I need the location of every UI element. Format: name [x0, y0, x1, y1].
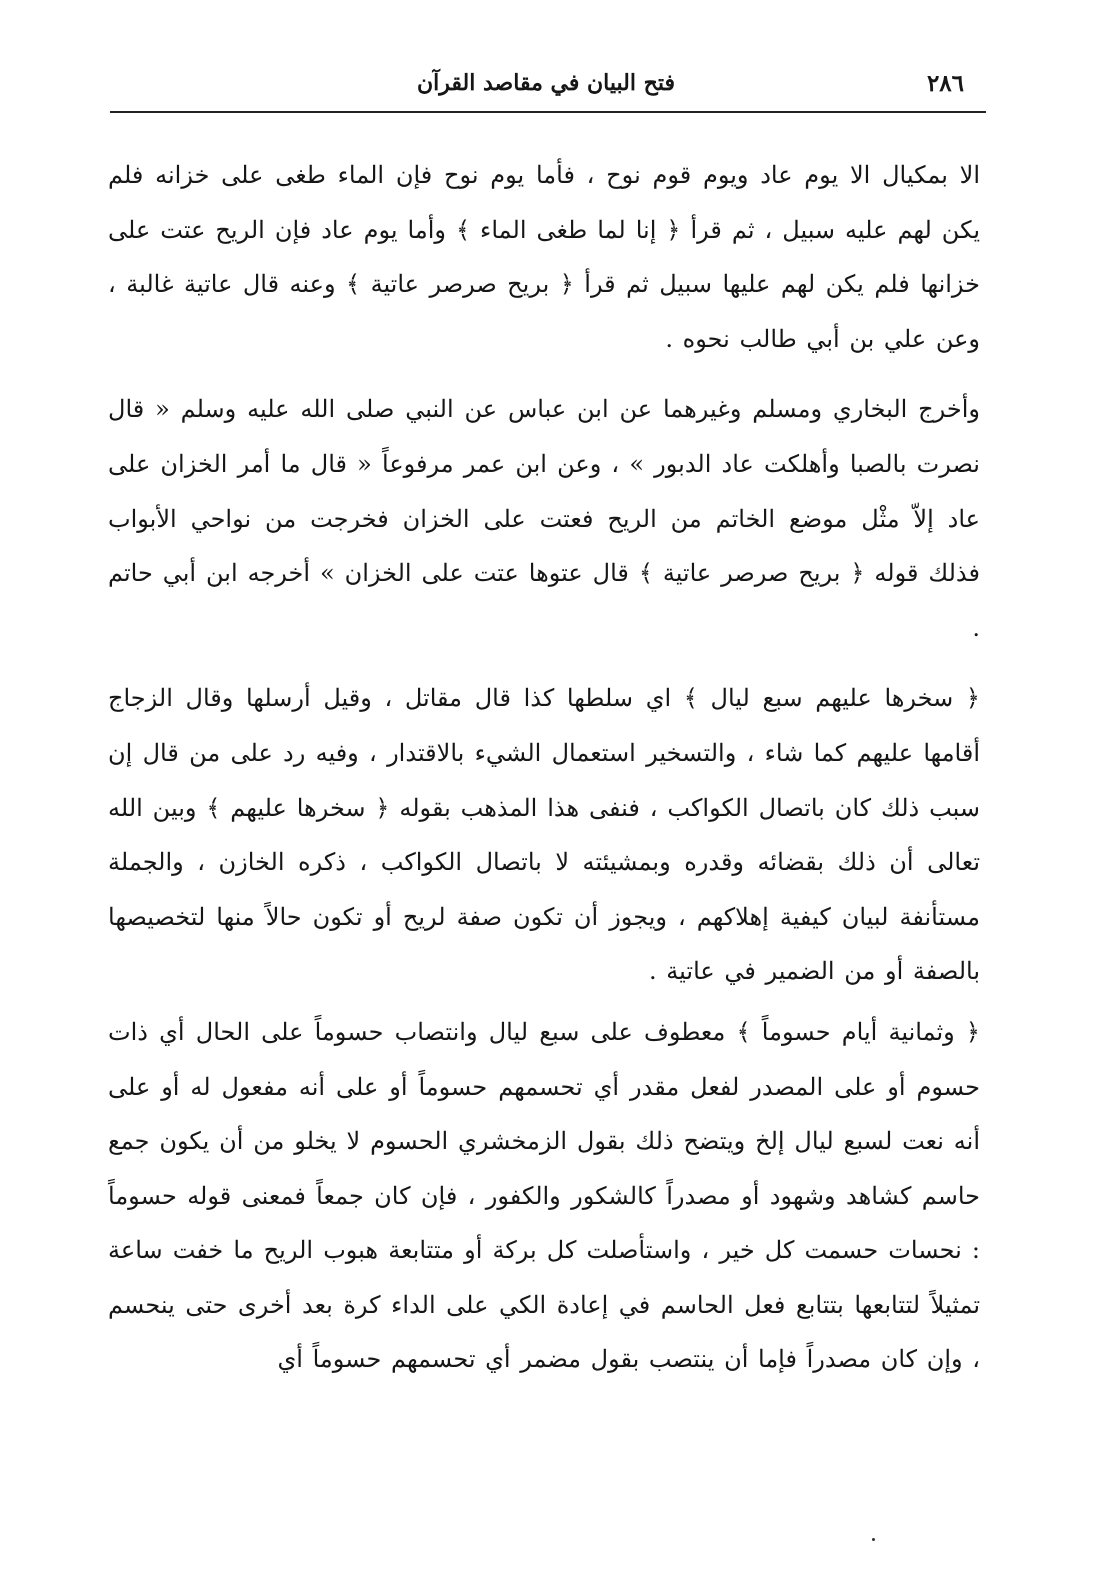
page-body [108, 148, 980, 1387]
running-title: فتح البيان في مقاصد القرآن [417, 70, 675, 96]
page-header [110, 64, 982, 104]
scan-speck [872, 1538, 875, 1541]
paragraph-4: ﴿ وثمانية أيام حسوماً ﴾ معطوف على سبع ليال وانتصاب حسوماً على الحال أي ذات حسوم أو على المصدر لفعل مقدر أي تحسمهم حسوماً أو على أنه مفعول له أو على أنه نعت لسبع ليال إلخ ويتضح ذلك بقول الزمخشري الحسوم لا يخلو من أن يكون جمع حاسم كشاهد وشهود أو مصدراً كالشكور والكفور ، فإن كان جمعاً فمعنى قوله حسوماً : نحسات حسمت كل خير ، واستأصلت كل بركة أو متتابعة هبوب الريح ما خفت ساعة تمثيلاً لتتابعها بتتابع فعل الحاسم في إعادة الكي على الداء كرة بعد أخرى حتى ينحسم ، وإن كان مصدراً فإما أن ينتصب بقول مضمر أي تحسمهم حسوماً أي [108, 1017, 981, 1374]
page-number: ٢٨٦ [926, 70, 964, 97]
header-divider [110, 111, 986, 113]
paragraph-1: الا بمكيال الا يوم عاد ويوم قوم نوح ، فأما يوم نوح فإن الماء طغى على خزانه فلم يكن لهم عليه سبيل ، ثم قرأ ﴿ إنا لما طغى الماء ﴾ وأما يوم عاد فإن الريح عتت على خزانها فلم يكن لهم عليها سبيل ثم قرأ ﴿ بريح صرصر عاتية ﴾ وعنه قال عاتية غالبة ، وعن علي بن أبي طالب نحوه . [108, 161, 980, 353]
paragraph-3: ﴿ سخرها عليهم سبع ليال ﴾ اي سلطها كذا قال مقاتل ، وقيل أرسلها وقال الزجاج أقامها عليهم كما شاء ، والتسخير استعمال الشيء بالاقتدار ، وفيه رد على من قال إن سبب ذلك كان باتصال الكواكب ، فنفى هذا المذهب بقوله ﴿ سخرها عليهم ﴾ وبين الله تعالى أن ذلك بقضائه وقدره وبمشيئته لا باتصال الكواكب ، ذكره الخازن ، والجملة مستأنفة لبيان كيفية إهلاكهم ، ويجوز أن تكون صفة لريح أو تكون حالاً منها لتخصيصها بالصفة أو من الضمير في عاتية . [108, 684, 980, 986]
paragraph-2: وأخرج البخاري ومسلم وغيرهما عن ابن عباس عن النبي صلى الله عليه وسلم « قال نصرت بالصبا وأهلكت عاد الدبور » ، وعن ابن عمر مرفوعاً « قال ما أمر الخزان على عاد إلاّ مثْل موضع الخاتم من الريح فعتت على الخزان فخرجت من نواحي الأبواب فذلك قوله ﴿ بريح صرصر عاتية ﴾ قال عتوها عتت على الخزان » أخرجه ابن أبي حاتم . [108, 395, 981, 642]
